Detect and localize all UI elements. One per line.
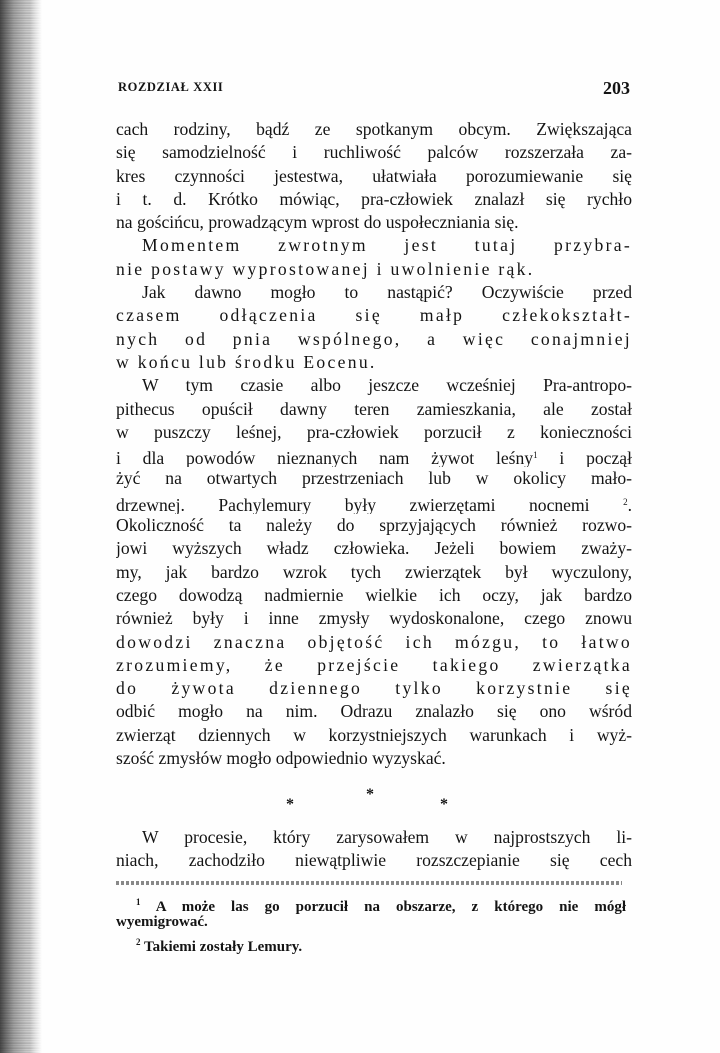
footnote-1-continued: wyemigrować. [116, 914, 208, 930]
text-line-spaced: czasem odłączenia się małp człekokształt- [116, 305, 632, 326]
text-line: Okoliczność ta należy do sprzyjających również rozwo- [116, 515, 632, 536]
text-line-spaced: nych od pnia wspólnego, a więc conajmniej [116, 328, 632, 349]
text-line: czego dowodzą nadmiernie wielkie ich oczy, jak bardzo [116, 584, 632, 605]
text-fragment: i począł [559, 448, 632, 468]
section-break-asterism [260, 786, 480, 816]
text-line: odbić mogło na nim. Odrazu znalazło się ono wśród [116, 701, 632, 722]
chapter-title: ROZDZIAŁ XXII [118, 80, 224, 94]
footnote-divider [116, 881, 622, 885]
footnote-ref-2: 2 [623, 496, 628, 507]
running-header [118, 78, 630, 102]
second-paragraph [116, 826, 632, 873]
text-line: zwierząt dziennych w korzystniejszych warunkach i wyż- [116, 724, 632, 745]
text-line: jowi wyższych władz człowieka. Jeżeli bowiem zważy- [116, 538, 632, 559]
asterism-star: * [440, 796, 448, 813]
text-line: szość zmysłów mogło odpowiednio wyzyskać. [116, 748, 446, 769]
text-fragment: i dla powodów nieznanych nam żywot leśny [116, 448, 534, 468]
asterism-star: * [286, 796, 294, 813]
text-fragment: drzewnej. Pachylemury były zwierzętami nocnemi [116, 494, 590, 515]
text-line: na gościńcu, prowadzącym wprost do uspołeczniania się. [116, 212, 519, 233]
asterism-star: * [366, 786, 374, 803]
text-line: my, jak bardzo wzrok tych zwierzątek był wyczulony, [116, 561, 632, 582]
text-line: Jak dawno mogło to nastąpić? Oczywiście przed [142, 282, 632, 303]
footnotes [116, 892, 626, 955]
text-line: się samodzielność i ruchliwość palców rozszerzała za- [116, 142, 632, 163]
text-line: pithecus opuścił dawny teren zamieszkania, ale został [116, 398, 632, 419]
scan-binding-edge [0, 0, 42, 1053]
text-line-spaced: nie postawy wyprostowanej i uwolnienie rąk. [116, 258, 535, 279]
footnote-text: A może las go porzucił na obszarze, z którego nie mógł [155, 899, 626, 915]
text-line: żyć na otwartych przestrzeniach lub w okolicy mało- [116, 468, 632, 489]
text-line-with-footnote-ref: drzewnej. Pachylemury były zwierzętami nocnemi $^2$. [116, 494, 632, 515]
text-line-spaced: Momentem zwrotnym jest tutaj przybra- [142, 235, 632, 256]
text-line: W tym czasie albo jeszcze wcześniej Pra-antropo- [142, 375, 632, 396]
text-line-spaced: w końcu lub środku Eocenu. [116, 351, 377, 372]
text-line: i t. d. Krótko mówiąc, pra-człowiek znalazł się rychło [116, 188, 632, 209]
footnote-1 [116, 892, 626, 915]
text-line-spaced: zrozumiemy, że przejście takiego zwierzątka [116, 654, 632, 675]
footnote-2 [116, 932, 626, 955]
text-line: również były i inne zmysły wydoskonalone, czego znowu [116, 608, 632, 629]
footnote-ref-1: 1 [533, 450, 538, 461]
page-number: 203 [603, 78, 630, 98]
footnote-marker: 1 [136, 897, 141, 907]
text-line: niach, zachodziło niewątpliwie rozszczepianie się cech [116, 850, 632, 871]
text-line-with-footnote-ref [116, 444, 632, 467]
text-line: kres czynności jestestwa, ułatwiała porozumiewanie się [116, 165, 632, 186]
text-line-spaced: do żywota dziennego tylko korzystnie się [116, 678, 632, 699]
text-line: w puszczy leśnej, pra-człowiek porzucił z konieczności [116, 421, 632, 442]
text-line: W procesie, który zarysowałem w najprostszych li- [142, 827, 632, 847]
footnote-marker: 2 [136, 937, 141, 947]
text-line: cach rodziny, bądź ze spotkanym obcym. Zwiększająca [116, 119, 632, 139]
text-line-spaced: dowodzi znaczna objętość ich mózgu, to łatwo [116, 631, 632, 652]
main-paragraphs [116, 118, 632, 770]
footnote-text: Takiemi zostały Lemury. [143, 939, 303, 955]
